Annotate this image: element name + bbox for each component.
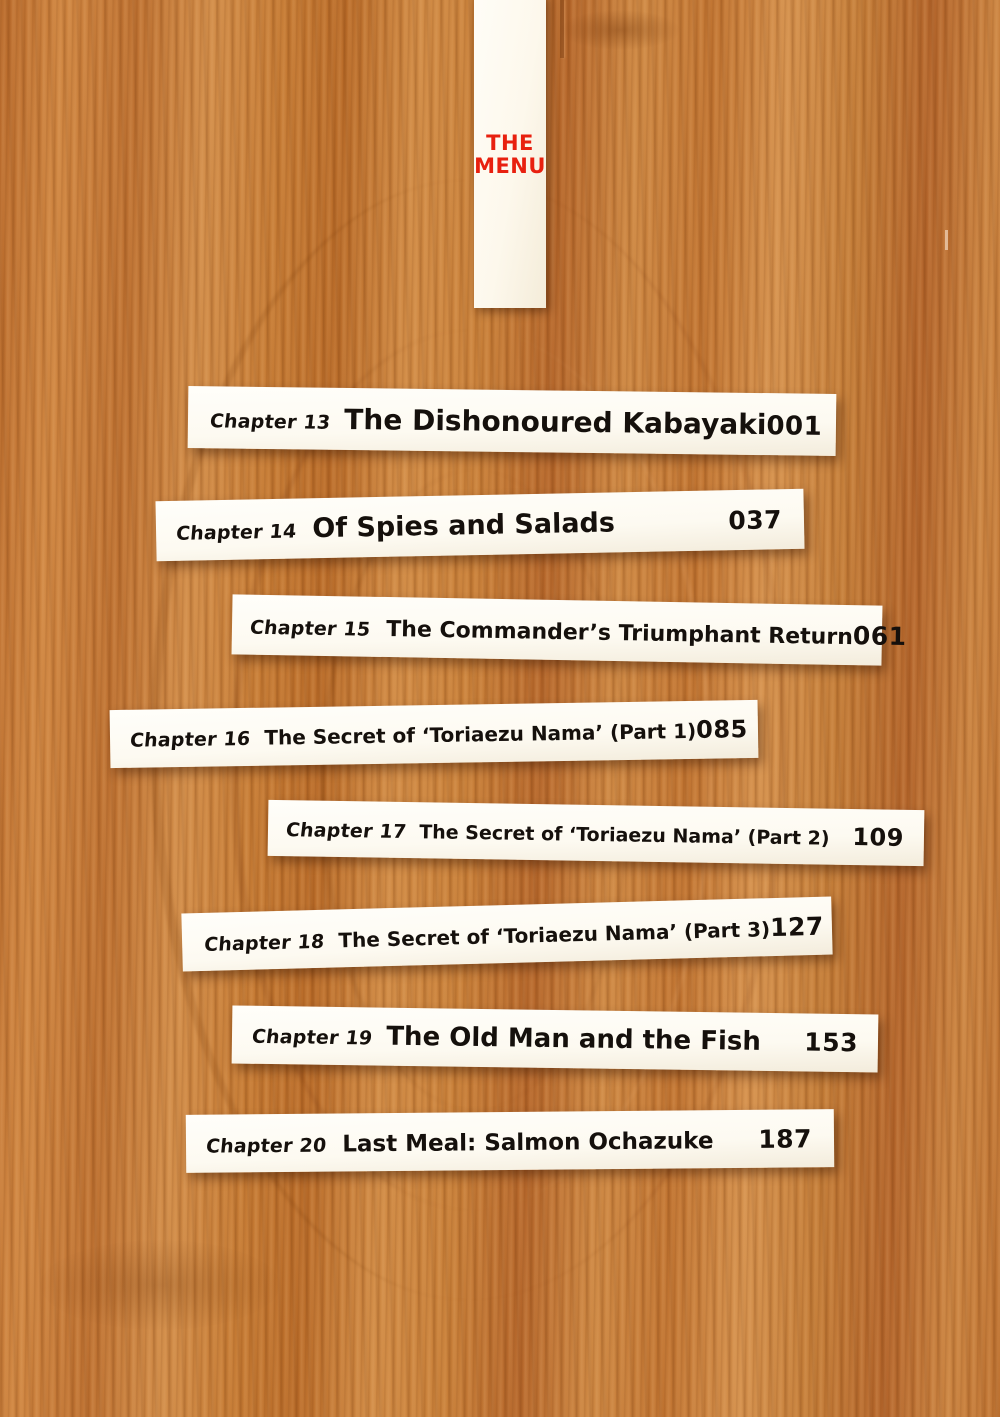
page-number: 085 <box>695 715 748 744</box>
chapter-number: Chapter 18 <box>203 930 326 956</box>
chapter-number: Chapter 13 <box>208 409 332 434</box>
menu-bookmark-label: THE MENU <box>474 131 546 178</box>
wood-plank-seam <box>560 0 564 58</box>
page-number: 109 <box>852 823 905 852</box>
contents-entry[interactable] <box>232 594 907 665</box>
chapter-title: The Old Man and the Fish <box>386 1021 762 1057</box>
chapter-number: Chapter 14 <box>175 520 298 545</box>
contents-entry[interactable] <box>155 489 804 561</box>
chapter-title: The Commander’s Triumphant Return <box>386 616 854 650</box>
wood-knot <box>40 1240 280 1330</box>
contents-entry[interactable] <box>110 700 759 768</box>
chapter-number: Chapter 16 <box>129 727 252 752</box>
contents-entry[interactable] <box>268 800 925 866</box>
menu-bookmark-tab <box>474 0 546 308</box>
chapter-number: Chapter 17 <box>284 819 408 844</box>
chapter-title: Of Spies and Salads <box>312 506 616 544</box>
contents-entry[interactable] <box>186 1109 834 1173</box>
chapter-title: The Secret of ‘Toriaezu Nama’ (Part 3) <box>338 916 771 952</box>
chapter-number: Chapter 19 <box>250 1025 374 1050</box>
chapter-title: Last Meal: Salmon Ochazuke <box>342 1127 714 1157</box>
chapter-title: The Secret of ‘Toriaezu Nama’ (Part 1) <box>264 718 697 750</box>
page-number: 187 <box>758 1123 813 1154</box>
page-number: 153 <box>804 1027 859 1058</box>
wood-plank-seam <box>945 230 948 250</box>
chapter-number: Chapter 20 <box>204 1134 328 1158</box>
page-number: 001 <box>766 410 823 442</box>
contents-entry[interactable] <box>181 897 832 972</box>
wood-knot <box>560 10 680 50</box>
chapter-number: Chapter 15 <box>248 616 372 641</box>
contents-entry[interactable] <box>232 1005 879 1072</box>
chapter-title: The Secret of ‘Toriaezu Nama’ (Part 2) <box>419 821 830 850</box>
page-number: 127 <box>769 911 825 942</box>
wood-grain-arc <box>230 330 713 1210</box>
chapter-title: The Dishonoured Kabayaki <box>344 402 767 441</box>
contents-entry[interactable] <box>188 386 837 456</box>
page-number: 061 <box>852 620 907 651</box>
page-number: 037 <box>727 504 783 535</box>
